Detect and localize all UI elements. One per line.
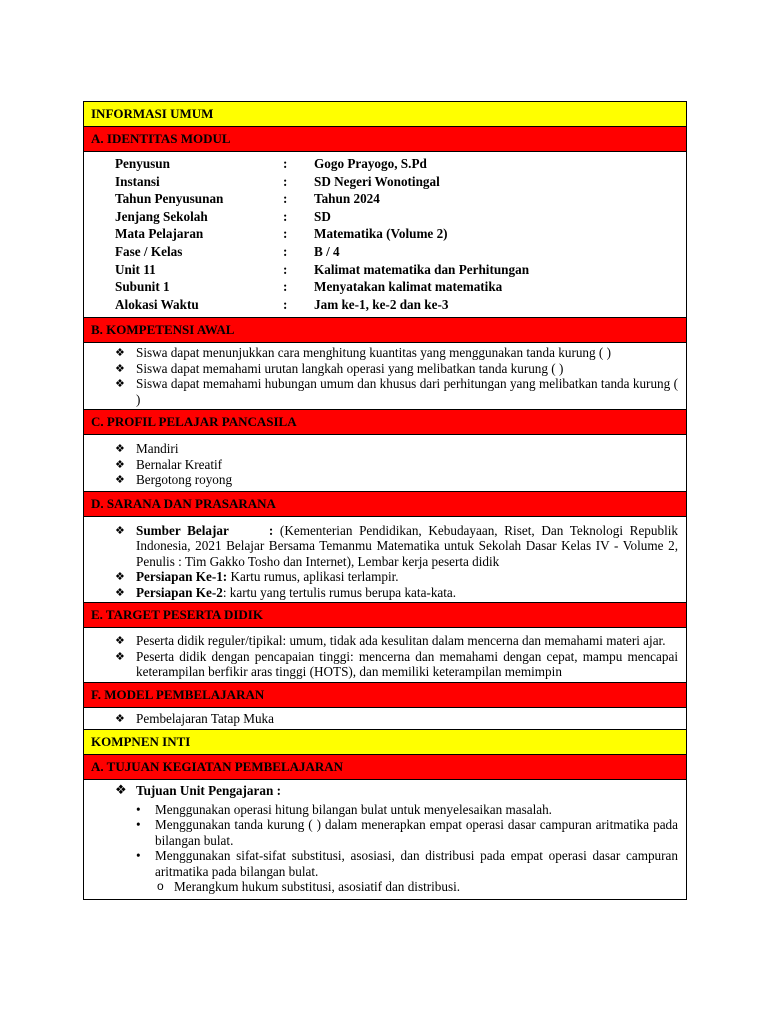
list-item — [84, 817, 678, 848]
identitas-label: Tahun Penyusunan — [115, 191, 224, 207]
identitas-label: Subunit 1 — [115, 279, 170, 295]
diamond-bullet-icon: ❖ — [115, 377, 125, 391]
model-list — [84, 708, 686, 731]
heading-kompetensi-awal: B. KOMPETENSI AWAL — [84, 318, 686, 343]
list-item-text: Siswa dapat memahami urutan langkah operasi yang melibatkan tanda kurung ( ) — [136, 360, 564, 376]
identitas-colon: : — [283, 226, 288, 242]
identitas-label: Instansi — [115, 173, 160, 189]
sarana-colon: : — [268, 522, 274, 538]
diamond-bullet-icon: ❖ — [115, 570, 125, 584]
list-item-text: Mandiri — [136, 441, 179, 457]
identitas-row — [115, 261, 686, 279]
heading-tujuan-kegiatan: A. TUJUAN KEGIATAN PEMBELAJARAN — [84, 755, 686, 780]
identitas-label: Fase / Kelas — [115, 244, 183, 260]
module-document — [83, 101, 687, 900]
sarana-label: Sumber Belajar — [136, 522, 229, 538]
diamond-bullet-icon: ❖ — [115, 711, 125, 725]
list-item — [84, 569, 678, 585]
identitas-colon: : — [283, 191, 288, 207]
list-item-text: Siswa dapat menunjukkan cara menghitung kuantitas yang menggunakan tanda kurung ( ) — [136, 345, 611, 361]
section-komponen-inti: KOMPNEN INTI — [84, 730, 686, 755]
diamond-bullet-icon: ❖ — [115, 361, 125, 375]
identitas-colon: : — [283, 208, 288, 224]
identitas-value: Jam ke-1, ke-2 dan ke-3 — [314, 296, 449, 312]
sarana-list — [84, 517, 686, 604]
list-item-text: Menggunakan operasi hitung bilangan bulat untuk menyelesaikan masalah. — [155, 801, 552, 817]
list-item — [84, 345, 678, 361]
list-item — [84, 361, 678, 377]
identitas-label: Mata Pelajaran — [115, 226, 204, 242]
identitas-row — [115, 243, 686, 261]
sarana-label: Persiapan Ke-1: — [136, 569, 228, 585]
tujuan-list — [84, 780, 686, 899]
list-item-text: Peserta didik dengan pencapaian tinggi: mencerna dan memahami dengan cepat, mampu mencapai keterampilan berfikir aras tinggi (HOTS), dan memiliki keterampilan memimpin — [136, 648, 678, 680]
identitas-value: SD — [314, 208, 331, 224]
identitas-label: Alokasi Waktu — [115, 296, 199, 312]
heading-identitas-modul: A. IDENTITAS MODUL — [84, 127, 686, 152]
identitas-colon: : — [283, 279, 288, 295]
identitas-row — [115, 278, 686, 296]
diamond-bullet-icon: ❖ — [115, 634, 125, 648]
list-item — [84, 457, 678, 473]
identitas-value: Menyatakan kalimat matematika — [314, 279, 503, 295]
identitas-value: SD Negeri Wonotingal — [314, 173, 440, 189]
identitas-value: B / 4 — [314, 244, 340, 260]
identitas-row — [115, 208, 686, 226]
dot-bullet-icon: • — [136, 848, 141, 864]
list-item-text: Pembelajaran Tatap Muka — [136, 710, 274, 726]
diamond-bullet-icon: ❖ — [115, 442, 125, 456]
identitas-row — [115, 190, 686, 208]
list-item — [84, 585, 678, 601]
list-item-text: Merangkum hukum substitusi, asosiatif dan distribusi. — [174, 879, 461, 895]
identitas-label: Unit 11 — [115, 261, 156, 277]
list-item — [84, 711, 678, 727]
list-item — [84, 848, 678, 879]
identitas-table — [84, 152, 686, 318]
identitas-colon: : — [283, 173, 288, 189]
sarana-text: Kartu rumus, aplikasi terlampir. — [227, 569, 399, 585]
list-item — [84, 879, 678, 895]
list-item-text: Menggunakan sifat-sifat substitusi, asosiasi, dan distribusi pada empat operasi dasar campuran aritmatika pada bilangan bulat. — [155, 848, 678, 879]
heading-sarana-prasarana: D. SARANA DAN PRASARANA — [84, 492, 686, 517]
identitas-value: Tahun 2024 — [314, 191, 380, 207]
identitas-row — [115, 155, 686, 173]
list-item — [84, 523, 678, 570]
identitas-row — [115, 296, 686, 314]
identitas-label: Jenjang Sekolah — [115, 208, 208, 224]
list-item-text: Bernalar Kreatif — [136, 456, 223, 472]
sarana-label: Persiapan Ke-2 — [136, 584, 223, 600]
target-list — [84, 628, 686, 683]
list-item-text: Siswa dapat memahami hubungan umum dan khusus dari perhitungan yang melibatkan tanda kurung ( ) — [136, 376, 678, 407]
circle-bullet-icon: o — [157, 879, 164, 894]
sarana-text: : kartu yang tertulis rumus berupa kata-kata. — [222, 584, 457, 600]
dot-bullet-icon: • — [136, 817, 141, 833]
diamond-bullet-icon: ❖ — [115, 649, 125, 663]
heading-profil-pelajar: C. PROFIL PELAJAR PANCASILA — [84, 410, 686, 435]
list-item-text: Bergotong royong — [136, 472, 233, 488]
identitas-colon: : — [283, 244, 288, 260]
section-informasi-umum: INFORMASI UMUM — [84, 102, 686, 127]
diamond-bullet-icon: ❖ — [115, 473, 125, 487]
identitas-value: Kalimat matematika dan Perhitungan — [314, 261, 530, 277]
diamond-bullet-icon: ❖ — [115, 457, 125, 471]
list-item-text: Menggunakan tanda kurung ( ) dalam menerapkan empat operasi dasar campuran aritmatika pada bilangan bulat. — [155, 817, 678, 848]
diamond-bullet-icon: ❖ — [115, 523, 125, 537]
identitas-row — [115, 225, 686, 243]
identitas-colon: : — [283, 156, 288, 172]
tujuan-title: Tujuan Unit Pengajaran : — [136, 783, 281, 799]
list-item — [84, 783, 678, 799]
list-item — [84, 802, 678, 818]
diamond-bullet-icon: ❖ — [115, 585, 125, 599]
kompetensi-list — [84, 343, 686, 410]
heading-model-pembelajaran: F. MODEL PEMBELAJARAN — [84, 683, 686, 708]
diamond-bullet-icon: ❖ — [115, 783, 127, 799]
profil-list — [84, 435, 686, 492]
identitas-colon: : — [283, 296, 288, 312]
identitas-label: Penyusun — [115, 156, 170, 172]
diamond-bullet-icon: ❖ — [115, 346, 125, 360]
identitas-row — [115, 173, 686, 191]
list-item-text: Peserta didik reguler/tipikal: umum, tidak ada kesulitan dalam mencerna dan memahami materi ajar. — [136, 633, 666, 649]
dot-bullet-icon: • — [136, 801, 141, 817]
heading-target-peserta: E. TARGET PESERTA DIDIK — [84, 603, 686, 628]
list-item — [84, 649, 678, 680]
list-item — [84, 633, 678, 649]
sarana-text: (Kementerian Pendidikan, Kebudayaan, Riset, Dan Teknologi Republik Indonesia, 2021 Belajar Bersama Temanmu Matematika untuk Sekolah Dasar Kelas IV - Volume 2, Penulis : Tim Gakko Tosho dan Internet), Lembar kerja peserta didik — [136, 522, 679, 569]
identitas-value: Gogo Prayogo, S.Pd — [314, 156, 427, 172]
list-item — [84, 441, 678, 457]
list-item — [84, 472, 678, 488]
list-item — [84, 376, 678, 407]
identitas-colon: : — [283, 261, 288, 277]
identitas-value: Matematika (Volume 2) — [314, 226, 448, 242]
